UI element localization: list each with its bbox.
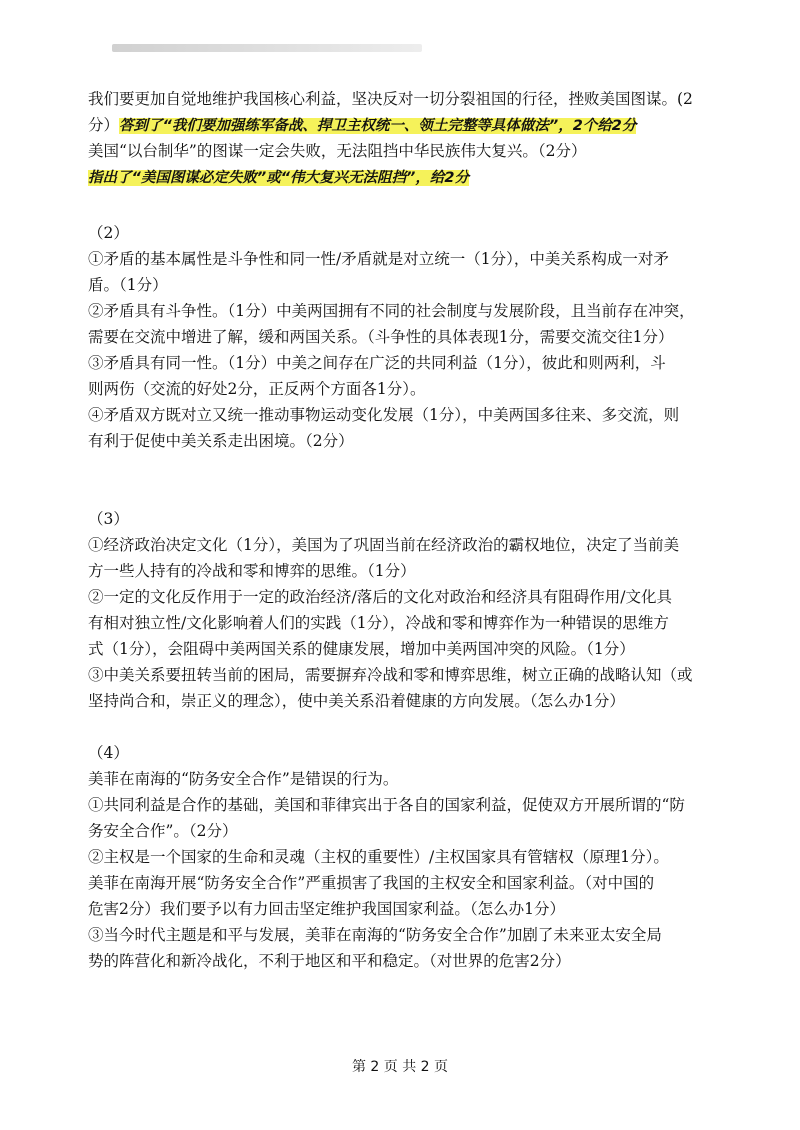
answer-line: 坚持尚合和，崇正义的理念），使中美关系沿着健康的方向发展。（怎么办1分） [88,692,625,710]
answer-line: 式（1分），会阻碍中美两国关系的健康发展，增加中美两国冲突的风险。（1分） [88,640,635,658]
answer-line: ②一定的文化反作用于一定的政治经济/落后的文化对政治和经济具有阻碍作用/文化具 [88,588,672,606]
answer-content [88,86,728,974]
answer-line: ①矛盾的基本属性是斗争性和同一性/矛盾就是对立统一（1分），中美关系构成一对矛 [88,250,669,268]
answer-line: ③矛盾具有同一性。（1分）中美之间存在广泛的共同利益（1分），彼此和则两利，斗 [88,354,666,372]
answer-line: ①共同利益是合作的基础，美国和菲律宾出于各自的国家利益，促使双方开展所谓的“防 [88,796,685,814]
section-4-body [88,766,728,974]
intro-text: 我们要更加自觉地维护我国核心利益，坚决反对一切分裂祖国的行径，挫败美国图谋。(2 [88,90,693,108]
answer-line: 势的阵营化和新冷战化，不利于地区和平和稳定。（对世界的危害2分） [88,952,571,970]
highlighted-grading-note: 指出了“美国图谋必定失败”或“伟大复兴无法阻挡”，给2分 [88,170,469,186]
highlighted-grading-note: 答到了“我们要加强练军备战、捍卫主权统一、领土完整等具体做法”，2个给2分 [119,118,637,134]
section-4-heading: （4） [88,744,129,762]
answer-line: 务安全合作”。（2分） [88,822,238,840]
answer-line: ③中美关系要扭转当前的困局，需要摒弃冷战和零和博弈思维，树立正确的战略认知（或 [88,666,693,684]
section-2-body [88,246,728,454]
answer-line: 盾。（1分） [88,276,168,294]
intro-text: 分） [88,116,120,134]
answer-line: 美菲在南海的“防务安全合作”是错误的行为。 [88,770,399,788]
intro-line-1 [88,86,728,112]
answer-line: ②主权是一个国家的生命和灵魂（主权的重要性）/主权国家具有管辖权（原理1分）。 [88,848,669,866]
section-3-body [88,532,728,714]
answer-line: 危害2分）我们要予以有力回击坚定维护我国国家利益。（怎么办1分） [88,900,565,918]
section-3-heading: （3） [88,510,129,528]
section-2-heading: （2） [88,224,129,242]
answer-line: 有利于促使中美关系走出困境。（2分） [88,432,354,450]
intro-text: 美国“以台制华”的图谋一定会失败，无法阻挡中华民族伟大复兴。（2分） [88,142,587,160]
answer-line: 方一些人持有的冷战和零和博弈的思维。（1分） [88,562,416,580]
page-number: 第 2 页 共 2 页 [351,1059,449,1075]
answer-line: 有相对独立性/文化影响着人们的实践（1分），冷战和零和博弈作为一种错误的思维方 [88,614,669,632]
answer-line: ②矛盾具有斗争性。（1分）中美两国拥有不同的社会制度与发展阶段，且当前存在冲突， [88,302,695,320]
answer-line: 则两伤（交流的好处2分，正反两个方面各1分）。 [88,380,426,398]
intro-line-3 [88,138,728,164]
intro-line-2 [88,112,728,138]
intro-line-4 [88,164,728,190]
answer-line: 美菲在南海开展“防务安全合作”严重损害了我国的主权安全和国家利益。（对中国的 [88,874,655,892]
answer-line: 需要在交流中增进了解，缓和两国关系。（斗争性的具体表现1分，需要交流交往1分） [88,328,674,346]
faded-header-strip [112,44,422,52]
answer-line: ①经济政治决定文化（1分），美国为了巩固当前在经济政治的霸权地位，决定了当前美 [88,536,680,554]
answer-line: ③当今时代主题是和平与发展，美菲在南海的“防务安全合作”加剧了未来亚太安全局 [88,926,662,944]
answer-line: ④矛盾双方既对立又统一推动事物运动变化发展（1分），中美两国多往来、多交流，则 [88,406,680,424]
